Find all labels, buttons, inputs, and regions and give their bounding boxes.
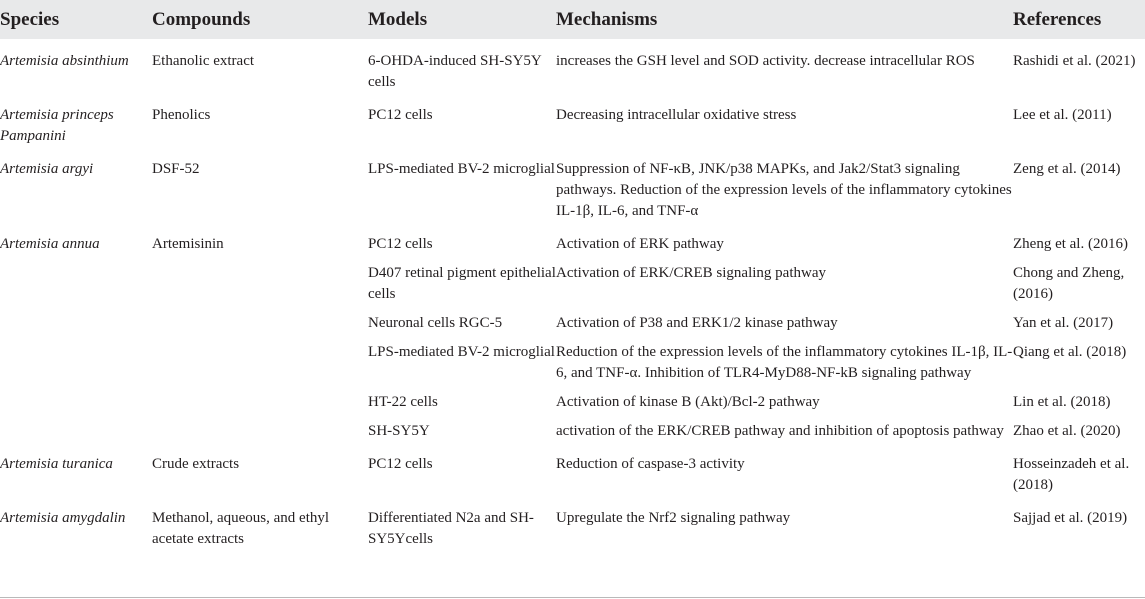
- cell-mechanism: activation of the ERK/CREB pathway and inhibition of apoptosis pathway: [556, 423, 1004, 439]
- cell-model: 6-OHDA-induced SH-SY5Y cells: [368, 53, 542, 90]
- cell-reference: Zhao et al. (2020): [1013, 423, 1121, 439]
- cell-model: HT-22 cells: [368, 394, 438, 410]
- cell-model: SH-SY5Y: [368, 423, 430, 439]
- cell-compound: Phenolics: [152, 107, 211, 123]
- cell-model: PC12 cells: [368, 107, 433, 123]
- cell-reference: Chong and Zheng, (2016): [1013, 265, 1125, 302]
- cell-mechanism: Activation of kinase B (Akt)/Bcl-2 pathway: [556, 394, 820, 410]
- cell-species: [0, 334, 152, 384]
- cell-reference: Zeng et al. (2014): [1013, 161, 1121, 177]
- cell-model: LPS-mediated BV-2 microglial: [368, 161, 555, 177]
- cell-mechanism: Activation of ERK pathway: [556, 236, 724, 252]
- cell-species: Artemisia annua: [0, 236, 100, 252]
- cell-mechanism: increases the GSH level and SOD activity. decrease intracellular ROS: [556, 53, 975, 69]
- table-row: [0, 255, 1145, 305]
- cell-compound: [152, 334, 368, 384]
- cell-species: Artemisia turanica: [0, 456, 113, 472]
- cell-compound: DSF-52: [152, 161, 200, 177]
- table-row: [0, 384, 1145, 413]
- cell-mechanism: Activation of ERK/CREB signaling pathway: [556, 265, 826, 281]
- cell-model: D407 retinal pigment epithelial cells: [368, 265, 556, 302]
- table-row: [0, 442, 1145, 496]
- header-compounds: Compounds: [152, 8, 251, 30]
- cell-reference: Sajjad et al. (2019): [1013, 510, 1128, 526]
- cell-compound: Artemisinin: [152, 236, 224, 252]
- table-row: [0, 39, 1145, 93]
- cell-mechanism: Reduction of the expression levels of the inflammatory cytokines IL-1β, IL-6, and TNF-α. Inhibition of TLR4-MyD88-NF-kB signaling pathway: [556, 344, 1013, 381]
- cell-species: Artemisia princeps Pampanini: [0, 107, 114, 144]
- cell-mechanism: Suppression of NF-κB, JNK/p38 MAPKs, and Jak2/Stat3 signaling pathways. Reduction of the expression levels of the inflammatory cytokines IL-1β, IL-6, and TNF-α: [556, 161, 1012, 219]
- cell-model: Differentiated N2a and SH-SY5Ycells: [368, 510, 534, 547]
- cell-model: PC12 cells: [368, 236, 433, 252]
- cell-species: Artemisia amygdalin: [0, 510, 126, 526]
- cell-species: [0, 413, 152, 442]
- table-row: [0, 222, 1145, 255]
- cell-compound: [152, 255, 368, 305]
- cell-reference: Yan et al. (2017): [1013, 315, 1114, 331]
- cell-compound: Ethanolic extract: [152, 53, 255, 69]
- cell-model: LPS-mediated BV-2 microglial: [368, 344, 555, 360]
- cell-compound: [152, 305, 368, 334]
- cell-reference: Lee et al. (2011): [1013, 107, 1112, 123]
- header-mechanisms: Mechanisms: [556, 8, 658, 30]
- cell-mechanism: Upregulate the Nrf2 signaling pathway: [556, 510, 791, 526]
- cell-model: PC12 cells: [368, 456, 433, 472]
- table-bottom-rule: [0, 597, 1145, 598]
- cell-mechanism: Reduction of caspase-3 activity: [556, 456, 745, 472]
- cell-reference: Lin et al. (2018): [1013, 394, 1111, 410]
- cell-species: Artemisia absinthium: [0, 53, 129, 69]
- table-row: [0, 334, 1145, 384]
- cell-reference: Hosseinzadeh et al. (2018): [1013, 456, 1130, 493]
- header-references: References: [1013, 8, 1102, 30]
- table-header-row: [0, 0, 1145, 39]
- cell-species: [0, 305, 152, 334]
- cell-reference: Qiang et al. (2018): [1013, 344, 1127, 360]
- cell-mechanism: Activation of P38 and ERK1/2 kinase pathway: [556, 315, 838, 331]
- header-models: Models: [368, 8, 428, 30]
- table-row: [0, 413, 1145, 442]
- cell-model: Neuronal cells RGC-5: [368, 315, 503, 331]
- header-species: Species: [0, 8, 60, 30]
- table-row: [0, 147, 1145, 222]
- table-row: [0, 305, 1145, 334]
- cell-compound: Crude extracts: [152, 456, 240, 472]
- cell-compound: Methanol, aqueous, and ethyl acetate extracts: [152, 510, 330, 547]
- table-row: [0, 93, 1145, 147]
- cell-species: Artemisia argyi: [0, 161, 94, 177]
- cell-reference: Rashidi et al. (2021): [1013, 53, 1136, 69]
- cell-mechanism: Decreasing intracellular oxidative stress: [556, 107, 797, 123]
- cell-species: [0, 255, 152, 305]
- table-row: [0, 496, 1145, 560]
- cell-species: [0, 384, 152, 413]
- cell-compound: [152, 384, 368, 413]
- cell-compound: [152, 413, 368, 442]
- cell-reference: Zheng et al. (2016): [1013, 236, 1128, 252]
